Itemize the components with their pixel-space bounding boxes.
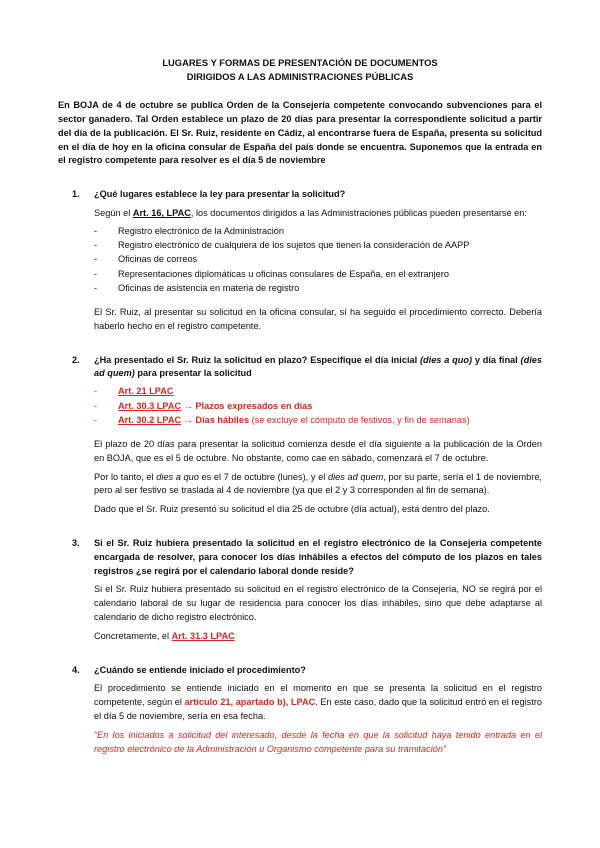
text-span: (dies ad quem)	[94, 354, 542, 379]
law-reference: Art. 30.3 LPAC	[118, 400, 182, 411]
law-reference: Art. 30.2 LPAC	[118, 414, 182, 425]
answer-paragraph	[94, 682, 542, 723]
text-span: para presentar la solicitud	[134, 368, 252, 379]
text-span: El procedimiento se entiende iniciado en el momento en que se presenta la solicitud en el registro competente, según el	[94, 683, 542, 708]
question-3	[58, 537, 542, 644]
list-item	[94, 399, 542, 413]
text-span: Por lo tanto, el	[94, 471, 157, 482]
answer-paragraph: Si el Sr. Ruiz hubiera presentado su solicitud en el registro electrónico de la Consejería, NO se regirá por el calendario laboral de su lugar de residencia para conocer los días inhábiles, sino que debe adaptarse al calendario de dicho registro electrónico.	[94, 584, 542, 622]
law-reference: Art. 16, LPAC	[132, 208, 191, 219]
list-item: - Registro electrónico de la Administración	[94, 224, 542, 238]
question-title	[94, 354, 542, 382]
text-span: → Plazos expresados en días	[181, 400, 313, 411]
list-item	[94, 413, 542, 427]
list-item	[94, 384, 542, 398]
title-line-2: DIRIGIDOS A LAS ADMINISTRACIONES PÚBLICAS	[186, 70, 414, 82]
text-span: y día final	[472, 354, 521, 365]
list-item: - Oficinas de correos	[94, 252, 542, 266]
question-title: ¿Qué lugares establece la ley para presentar la solicitud?	[94, 189, 346, 200]
list-item: - Registro electrónico de cualquiera de los sujetos que tienen la consideración de AAPP	[94, 238, 542, 252]
question-2	[58, 354, 542, 517]
text-span: . En este caso, dado que la solicitud entró en el registro el día 5 de noviembre, sería en esa fecha.	[94, 697, 542, 721]
places-list	[94, 224, 542, 295]
question-title: Si el Sr. Ruiz hubiera presentado la solicitud en el registro electrónico de la Consejería competente encargada de resolver, para conocer los días inhábiles a efectos del cómputo de los plazos en tales registros ¿se regirá por el calendario laboral donde reside?	[94, 538, 542, 576]
law-reference: Art. 21 LPAC	[118, 386, 174, 397]
text-span: dies a quo	[156, 471, 199, 482]
legal-quote: “En los iniciados a solicitud del interesado, desde la fecha en que la solicitud haya tenido entrada en el registro electrónico de la Administración u Organismo competente para su tramitación”	[94, 729, 542, 754]
text-span: (dies a quo)	[419, 354, 473, 365]
text-span: → Días hábiles	[181, 414, 250, 425]
law-reference: artículo 21, apartado b), LPAC	[184, 697, 316, 708]
text-span: (se excluye el cómputo de festivos, y fin de semanas)	[249, 414, 470, 425]
legal-articles-list	[94, 384, 542, 427]
text-span: es el 7 de octubre (lunes), y el	[198, 471, 328, 482]
question-number: 2.	[72, 354, 80, 365]
answer-paragraph	[94, 471, 542, 499]
question-title: ¿Cuándo se entiende iniciado el procedimiento?	[94, 664, 306, 675]
law-reference: Art. 31.3 LPAC	[171, 630, 235, 641]
question-4	[58, 664, 542, 757]
intro-paragraph: En BOJA de 4 de octubre se publica Orden de la Consejería competente convocando subvenciones para el sector ganadero. Tal Orden establece un plazo de 20 días para presentar la correspondiente solicitud a partir del día de la publicación. El Sr. Ruiz, residente en Cádiz, al encontrarse fuera de España, presenta su solicitud en el día de hoy en la oficina consular de España del país donde se encuentra. Suponemos que la entrada en el registro competente para resolver es el día 5 de noviembre	[58, 100, 542, 166]
answer-paragraph	[94, 207, 542, 221]
question-1	[58, 188, 542, 333]
list-item: - Representaciones diplomáticas u oficinas consulares de España, en el extranjero	[94, 267, 542, 281]
document-title	[58, 56, 542, 83]
list-item: - Oficinas de asistencia en materia de registro	[94, 281, 542, 295]
text-span: Concretamente, el	[94, 630, 172, 641]
question-number: 4.	[72, 664, 80, 675]
answer-paragraph: El Sr. Ruiz, al presentar su solicitud en la oficina consular, sí ha seguido el procedimiento correcto. Debería haberlo hecho en el registro competente.	[94, 307, 542, 331]
text-span: Según el	[94, 208, 133, 219]
answer-paragraph: Dado que el Sr. Ruiz presentó su solicitud el día 25 de octubre (día actual), está dentro del plazo.	[94, 504, 490, 515]
question-number: 3.	[72, 538, 80, 548]
text-span: , los documentos dirigidos a las Administraciones públicas pueden presentarse en:	[190, 208, 527, 219]
text-span: ¿Ha presentado el Sr. Ruiz la solicitud en plazo? Especifique el día inicial	[94, 354, 420, 365]
text-span: dies ad quem	[327, 471, 384, 482]
answer-paragraph: El plazo de 20 días para presentar la solicitud comienza desde el día siguiente a la publicación de la Orden en BOJA, que es el 5 de octubre. No obstante, como cae en sábado, comenzará el 7 de octubre.	[94, 439, 542, 463]
question-number: 1.	[72, 189, 80, 200]
text-span: , por su parte, sería el 1 de noviembre, pero al ser festivo se traslada al 4 de noviembre (ya que el 2 y 3 corresponden al fin de semana).	[94, 471, 542, 496]
title-line-1: LUGARES Y FORMAS DE PRESENTACIÓN DE DOCUMENTOS	[162, 57, 438, 68]
answer-paragraph	[94, 630, 542, 644]
